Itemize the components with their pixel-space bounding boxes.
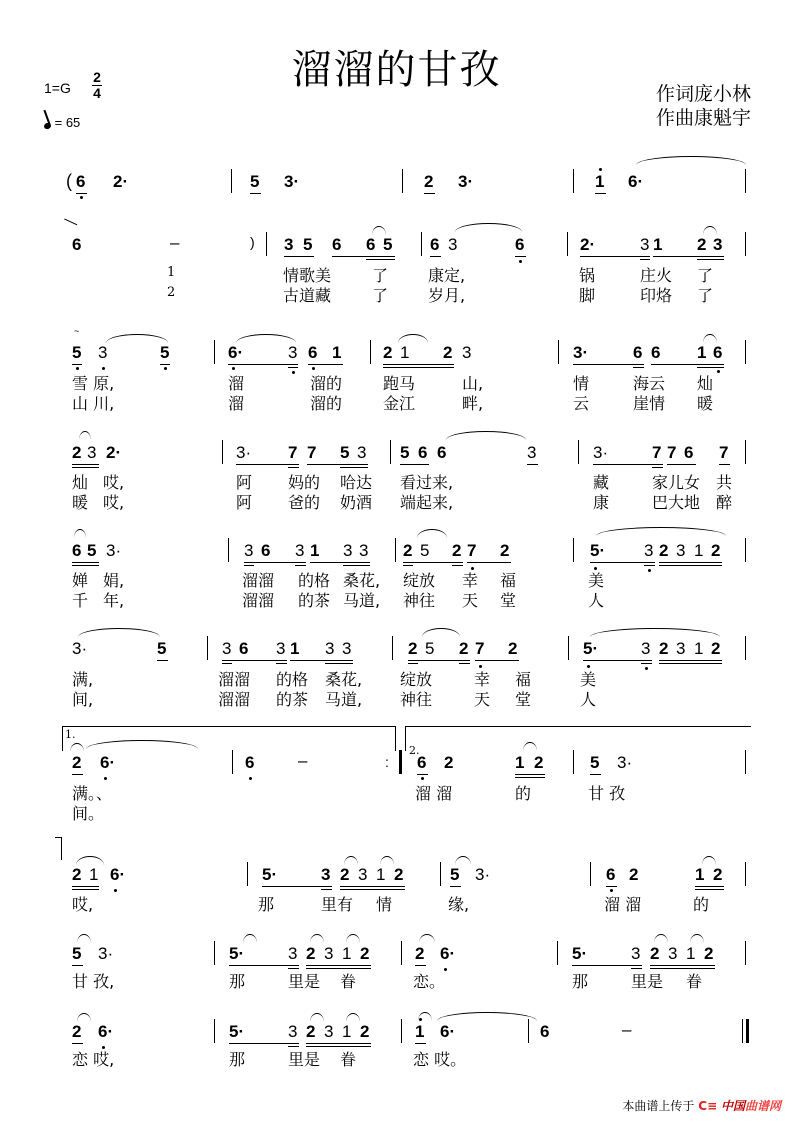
lyric: 恋 哎。 bbox=[413, 1050, 467, 1069]
lyric: 溜的 bbox=[310, 374, 343, 393]
barline bbox=[402, 169, 403, 193]
repeat-barline bbox=[399, 750, 402, 774]
ornament-icon: ~ bbox=[74, 326, 80, 336]
lyric: 看过来, bbox=[400, 473, 454, 492]
quarter-note-icon bbox=[43, 122, 52, 130]
lyric: 溜溜 bbox=[242, 591, 275, 610]
tempo-value: = 65 bbox=[54, 115, 81, 130]
lyric: 溜溜 bbox=[218, 690, 251, 709]
lyric: 美 bbox=[588, 571, 605, 590]
lyric: 那 bbox=[229, 972, 246, 991]
score-line-2: 6 – ) 3 5 6 6 5 6 3 6 2· 3 1 2 3 1 2 情歌美 了 康定, 锅 庄火 了 古道藏 了 岁月, 脚 印烙 了 bbox=[0, 222, 793, 307]
lyric: 甘 孜, bbox=[72, 972, 115, 991]
lyric: 里是 bbox=[288, 1050, 321, 1069]
lyric: 巴大地 bbox=[652, 493, 701, 512]
lyric: 爸的 bbox=[288, 493, 321, 512]
lyric: 马道, bbox=[325, 690, 363, 709]
lyric: 阿 bbox=[236, 493, 253, 512]
lyric: 了 bbox=[697, 286, 714, 305]
repeat-dots: : bbox=[385, 754, 389, 770]
score-line-4: 2 3 2· 3· 7 7 5 3 5 6 6 3 3· 7 7 6 7 灿 哎, 阿 妈的 哈达 看过来, 藏 家儿女 共 暖 哎, 阿 爸的 奶酒 端起来, 康 巴大地 醉 bbox=[0, 432, 793, 517]
lyric: 满, bbox=[72, 670, 94, 689]
composer: 作曲康魁宇 bbox=[655, 107, 751, 129]
barline bbox=[573, 169, 574, 193]
lyric: 康 bbox=[593, 493, 610, 512]
lyric: 的格 bbox=[276, 670, 309, 689]
verse-number: 2 bbox=[167, 285, 176, 300]
lyric: 溜 bbox=[228, 394, 245, 413]
lyric: 缘, bbox=[448, 895, 470, 914]
ending-2-bracket bbox=[405, 726, 751, 751]
tempo-marking bbox=[44, 115, 80, 130]
lyric: 锅 bbox=[579, 266, 596, 285]
score-line-8: 2 1 6· 5· 3 2 3 1 2 5 3· 6 2 1 2 哎, 那 里有 情 缘, 溜 溜 的 bbox=[0, 835, 793, 920]
lyric: 婵 bbox=[72, 571, 89, 590]
score-line-5: 6 5 3· 3 6 3 1 3 3 2 5 2 7 2 5· 3 2 3 1 2 婵 娟, 溜溜 的格 桑花, 绽放 幸 福 美 千 年, 溜溜 的茶 马道, 神往 天 堂 人 bbox=[0, 530, 793, 615]
note: 6 bbox=[76, 172, 86, 191]
lyricist: 作词庞小林 bbox=[655, 83, 751, 105]
lyric: 奶酒 bbox=[340, 493, 373, 512]
barline bbox=[745, 169, 746, 193]
lyric: 溜溜 bbox=[242, 571, 275, 590]
lyric: 的 bbox=[515, 784, 532, 803]
lyric: 暖 bbox=[697, 394, 714, 413]
lyric: 醉 bbox=[716, 493, 733, 512]
lyric: 桑花, bbox=[343, 571, 381, 590]
upload-credit bbox=[622, 1097, 781, 1114]
lyric: 那 bbox=[258, 895, 275, 914]
meter-top: 2 bbox=[93, 69, 101, 85]
verse-number: 1 bbox=[167, 265, 176, 280]
close-paren: ) bbox=[250, 234, 255, 250]
note: 2· bbox=[113, 172, 129, 191]
lyric: 共 bbox=[716, 473, 733, 492]
meter-bottom: 4 bbox=[93, 85, 101, 101]
lyric: 畔, bbox=[462, 394, 484, 413]
site-name-part-2[interactable]: 曲谱网 bbox=[744, 1099, 781, 1113]
song-title: 溜溜的甘孜 bbox=[291, 47, 502, 93]
key-signature: 1=G bbox=[44, 80, 71, 96]
lyric: 妈的 bbox=[288, 473, 321, 492]
lyric: 哎, bbox=[103, 493, 125, 512]
time-signature bbox=[92, 70, 102, 101]
lyric: 里是 bbox=[288, 972, 321, 991]
lyric: 了 bbox=[372, 286, 389, 305]
lyric: 了 bbox=[372, 266, 389, 285]
lyric: 人 bbox=[580, 690, 597, 709]
note: 3· bbox=[458, 172, 474, 191]
lyric: 岁月, bbox=[428, 286, 466, 305]
ending-label: 1. bbox=[65, 728, 76, 741]
lyric: 恋。 bbox=[413, 972, 446, 991]
lyric: 古道藏 bbox=[283, 286, 332, 305]
score-line-3: ~ 5 3 5 6· 3 6 1 2 1 2 3 3· 6 6 1 6 雪 原, 溜 溜的 跑马 山, 情 海云 灿 山 川, 溜 溜的 金江 畔, 云 崖情 暖 bbox=[0, 330, 793, 415]
lyric: 哎, bbox=[103, 473, 125, 492]
site-logo-icon: C≡ bbox=[698, 1099, 718, 1113]
lyric: 金江 bbox=[383, 394, 416, 413]
site-name-part-1[interactable]: 中国 bbox=[720, 1099, 745, 1113]
lyric: 哈达 bbox=[340, 473, 373, 492]
lyric: 福 bbox=[500, 571, 517, 590]
lyric: 堂 bbox=[500, 591, 517, 610]
lyric: 满。、 bbox=[72, 784, 113, 803]
lyric: 美 bbox=[580, 670, 597, 689]
lyric: 暖 bbox=[72, 493, 89, 512]
lyric: 绽放 bbox=[400, 670, 433, 689]
dash: – bbox=[170, 233, 180, 252]
lyric: 里是 bbox=[631, 972, 664, 991]
lyric: 雪 原, bbox=[72, 374, 115, 393]
lyric: 那 bbox=[572, 972, 589, 991]
lyric: 幸 bbox=[474, 670, 491, 689]
lyric: 灿 bbox=[72, 473, 89, 492]
lyric: 山, bbox=[462, 374, 484, 393]
lyric: 溜 bbox=[228, 374, 245, 393]
lyric: 间。 bbox=[72, 804, 105, 823]
upload-text: 本曲谱上传于 bbox=[622, 1099, 695, 1113]
final-barline-thick bbox=[746, 1019, 749, 1043]
lyric: 端起来, bbox=[400, 493, 454, 512]
score-line-6: 3· 5 3 6 3 1 3 3 2 5 2 7 2 5· 3 2 3 1 2 满, 溜溜 的格 桑花, 绽放 幸 福 美 间, 溜溜 的茶 马道, 神往 天 堂 人 bbox=[0, 625, 793, 710]
lyric: 天 bbox=[474, 690, 491, 709]
ending-bracket-close bbox=[55, 837, 62, 860]
final-barline bbox=[742, 1019, 743, 1043]
lyric: 云 bbox=[573, 394, 590, 413]
lyric: 情 bbox=[376, 895, 393, 914]
barline bbox=[231, 169, 232, 193]
lyric: 娟, bbox=[103, 571, 125, 590]
lyric: 里有 bbox=[321, 895, 354, 914]
lyric: 藏 bbox=[593, 473, 610, 492]
lyric: 堂 bbox=[515, 690, 532, 709]
score-line-1 bbox=[0, 165, 793, 205]
ending-label: 2. bbox=[409, 744, 420, 757]
note: 6· bbox=[628, 172, 644, 191]
lyric: 甘 孜 bbox=[588, 784, 626, 803]
lyric: 绽放 bbox=[403, 571, 436, 590]
lyric: 人 bbox=[588, 591, 605, 610]
lyric: 天 bbox=[462, 591, 479, 610]
note: 2 bbox=[424, 172, 434, 191]
lyric: 的茶 bbox=[298, 591, 331, 610]
score-line-9: 5 3· 5· 3 2 3 1 2 2 6· 5· 3 2 3 1 2 甘 孜, 那 里是 眷 恋。 那 里是 眷 bbox=[0, 925, 793, 1000]
lyric: 跑马 bbox=[383, 374, 416, 393]
lyric: 灿 bbox=[697, 374, 714, 393]
lyric: 脚 bbox=[579, 286, 596, 305]
lyric: 家儿女 bbox=[652, 473, 701, 492]
lyric: 千 bbox=[72, 591, 89, 610]
lyric: 阿 bbox=[236, 473, 253, 492]
lyric: 哎, bbox=[72, 895, 94, 914]
note: 1 bbox=[595, 172, 605, 191]
lyric: 那 bbox=[229, 1050, 246, 1069]
lyric: 眷 bbox=[340, 972, 357, 991]
lyric: 神往 bbox=[400, 690, 433, 709]
lyric: 溜 溜 bbox=[604, 895, 642, 914]
lyric: 情歌美 bbox=[283, 266, 332, 285]
lyric: 的 bbox=[693, 895, 710, 914]
lyric: 幸 bbox=[462, 571, 479, 590]
note: 5 bbox=[250, 172, 260, 191]
lyric: 了 bbox=[697, 266, 714, 285]
lyric: 印烙 bbox=[640, 286, 673, 305]
lyric: 崖情 bbox=[633, 394, 666, 413]
lyric: 眷 bbox=[686, 972, 703, 991]
note: 6 bbox=[72, 235, 82, 254]
lyric: 福 bbox=[515, 670, 532, 689]
lyric: 马道, bbox=[343, 591, 381, 610]
lyric: 海云 bbox=[633, 374, 666, 393]
lyric: 的茶 bbox=[276, 690, 309, 709]
lyric: 眷 bbox=[340, 1050, 357, 1069]
lyric: 庄火 bbox=[640, 266, 673, 285]
lyric: 溜的 bbox=[310, 394, 343, 413]
lyric: 年, bbox=[103, 591, 125, 610]
note: 3· bbox=[284, 172, 300, 191]
score-line-10: 2 6· 5· 3 2 3 1 2 1 6· 6 – 恋 哎, 那 里是 眷 恋 哎。 bbox=[0, 1005, 793, 1080]
lyric: 情 bbox=[573, 374, 590, 393]
lyric: 山 川, bbox=[72, 394, 115, 413]
lyric: 溜溜 bbox=[218, 670, 251, 689]
lyric: 桑花, bbox=[325, 670, 363, 689]
open-paren: ( bbox=[66, 171, 72, 191]
lyric: 溜 溜 bbox=[415, 784, 453, 803]
credits bbox=[656, 82, 751, 130]
lyric: 恋 哎, bbox=[72, 1050, 115, 1069]
lyric: 的格 bbox=[298, 571, 331, 590]
lyric: 间, bbox=[72, 690, 94, 709]
lyric: 神往 bbox=[403, 591, 436, 610]
score-line-7: 1. 2. 2 6· 6 – : 6 2 1 2 5 3· 满。、 溜 溜 的 甘 孜 间。 bbox=[0, 722, 793, 822]
lyric: 康定, bbox=[428, 266, 466, 285]
